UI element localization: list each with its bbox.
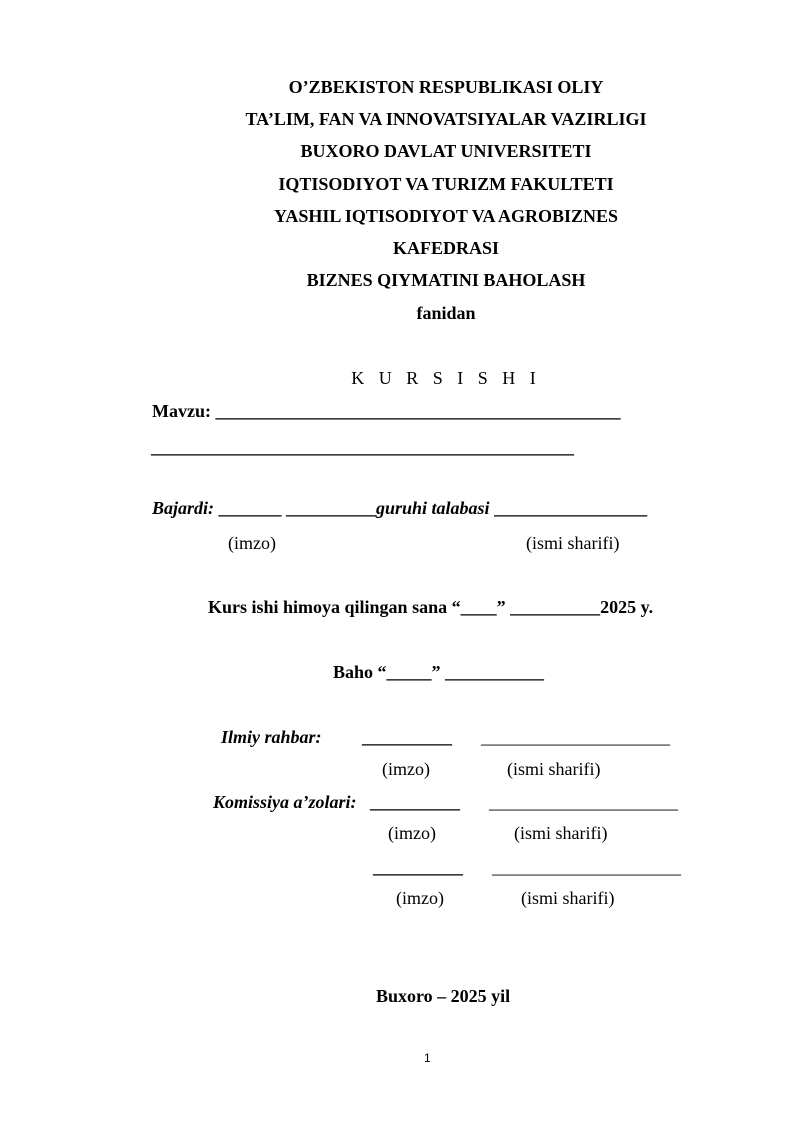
bajardi-blank-1: _______ [218,498,282,518]
ministry-line-2: TA’LIM, FAN VA INNOVATSIYALAR VAZIRLIGI [245,109,647,129]
mavzu-blank-2: _______________________________________________ [151,437,574,457]
page-number: 1 [424,1051,431,1065]
city-year: Buxoro – 2025 yil [376,986,511,1006]
bajardi-blank-2: __________ [286,498,377,518]
rahbar-label: Ilmiy rahbar: [221,727,322,747]
komissiya-blank-3: __________ [373,857,463,877]
department-line-2: KAFEDRASI [392,238,499,258]
ministry-line-1: O’ZBEKISTON RESPUBLIKASI OLIY [288,77,604,97]
bajardi-row [152,498,647,519]
subject-suffix: fanidan [416,303,476,323]
bajardi-ismi-caption: (ismi sharifi) [526,533,620,553]
rahbar-imzo-caption: (imzo) [382,759,430,779]
group-student-text: guruhi talabasi [376,498,490,518]
rahbar-blank-2: _____________________ [481,727,670,747]
komissiya-ismi-caption: (ismi sharifi) [514,823,608,843]
komissiya-blank-1: __________ [370,792,460,812]
university-name: BUXORO DAVLAT UNIVERSITETI [300,141,592,161]
department-line-1: YASHIL IQTISODIYOT VA AGROBIZNES [274,206,618,226]
document-type-title: K U R S I S H I [351,368,541,388]
rahbar-blank-1: __________ [362,727,452,747]
mavzu-label: Mavzu: [152,401,211,421]
rahbar-ismi-caption: (ismi sharifi) [507,759,601,779]
bajardi-label: Bajardi: [152,498,215,518]
grade-line: Baho “_____” ___________ [333,662,545,682]
defense-date-line: Kurs ishi himoya qilingan sana “____” __________2025 y. [208,597,654,617]
komissiya-blank-2: _____________________ [489,792,678,812]
mavzu-row [152,401,620,422]
subject-name: BIZNES QIYMATINI BAHOLASH [306,270,586,290]
mavzu-blank-1: _____________________________________________ [215,401,621,421]
komissiya-label: Komissiya a’zolari: [213,792,357,812]
komissiya-imzo-caption: (imzo) [388,823,436,843]
faculty-name: IQTISODIYOT VA TURIZM FAKULTETI [278,174,614,194]
bajardi-blank-3: _________________ [494,498,648,518]
komissiya-imzo-caption-2: (imzo) [396,888,444,908]
bajardi-imzo-caption: (imzo) [228,533,276,553]
komissiya-blank-4: _____________________ [492,857,681,877]
komissiya-ismi-caption-2: (ismi sharifi) [521,888,615,908]
